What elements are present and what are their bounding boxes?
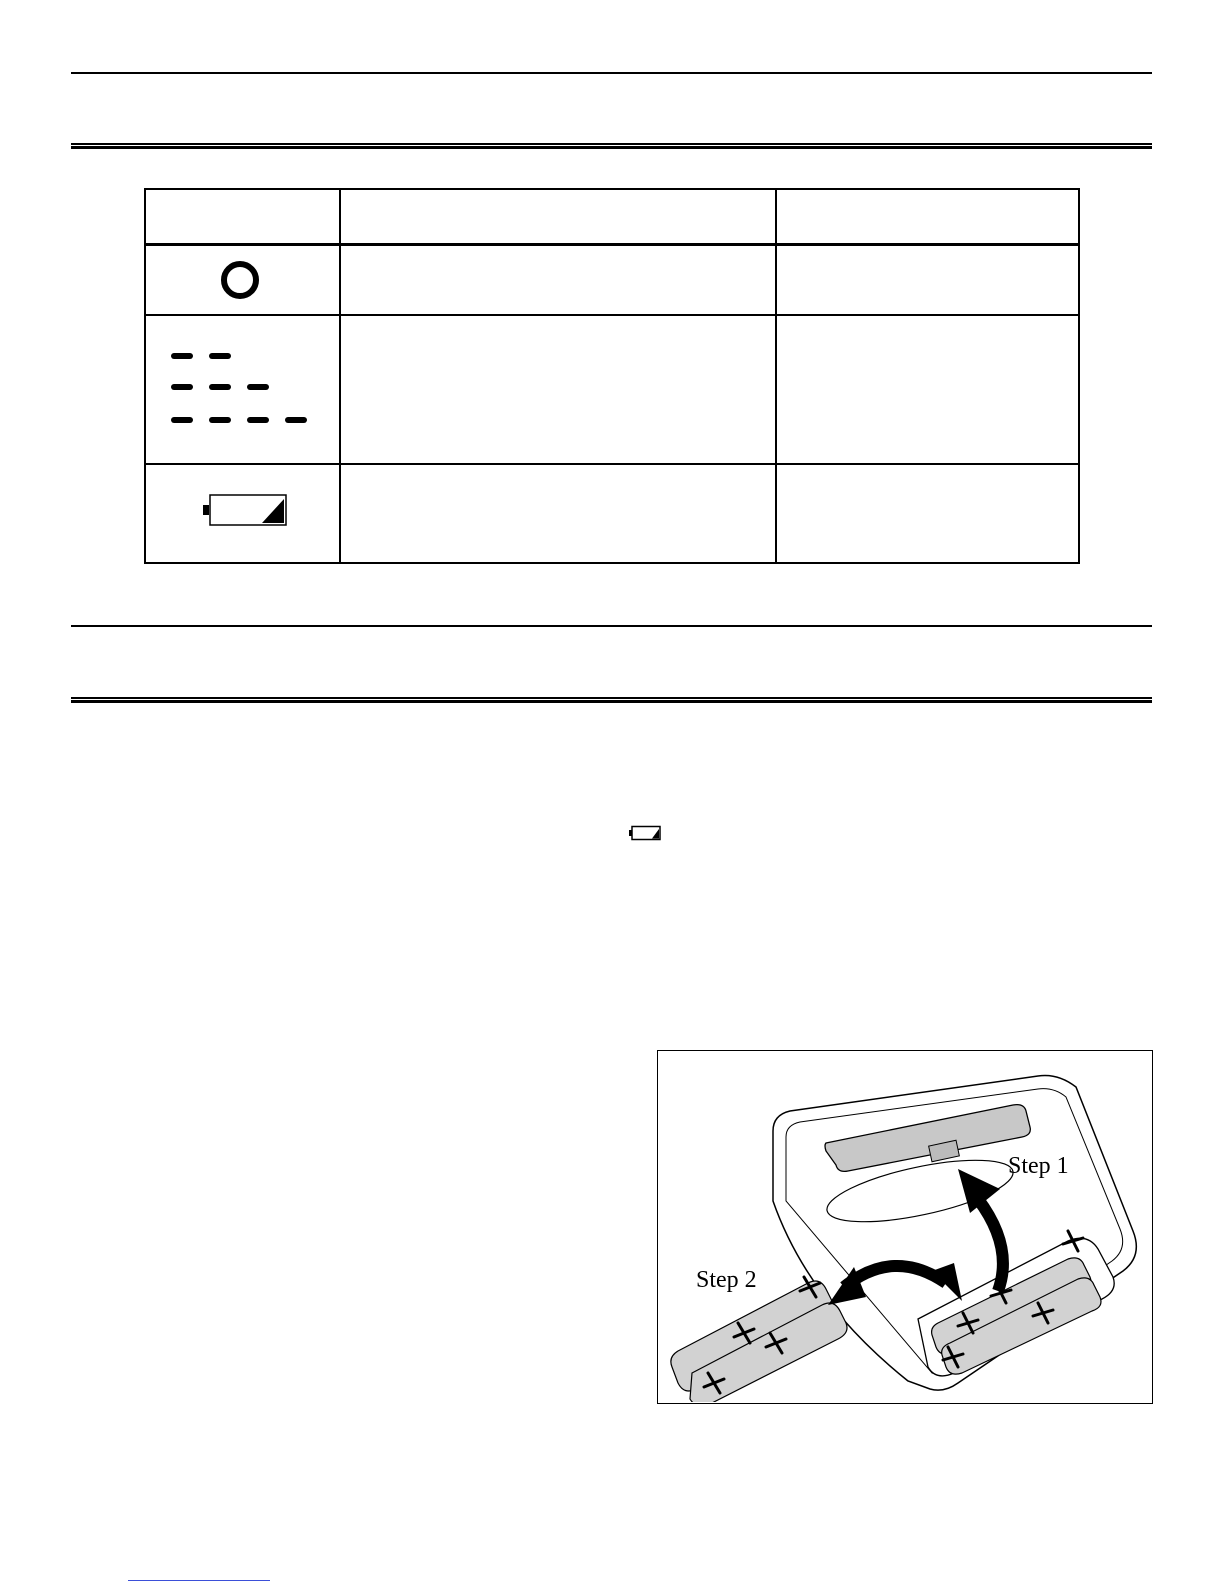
step-1-label: Step 1 (1008, 1153, 1069, 1179)
low-battery-icon (202, 492, 292, 528)
symbol-table (144, 188, 1080, 564)
step-2-label: Step 2 (696, 1267, 757, 1293)
section-rule-2-top (71, 625, 1152, 627)
circle-icon (218, 258, 262, 302)
battery-compartment-illustration (658, 1051, 1151, 1402)
table-row-divider (146, 314, 1078, 316)
table-row-divider (146, 463, 1078, 465)
table-header-divider (146, 243, 1078, 246)
footer-link-underline[interactable] (128, 1580, 270, 1581)
section-rule-1 (71, 143, 1152, 149)
section-rule-2 (71, 697, 1152, 703)
battery-replacement-figure (657, 1050, 1153, 1404)
dash-level-icon (166, 340, 316, 436)
low-battery-inline-icon (628, 825, 662, 841)
top-rule (71, 72, 1152, 74)
